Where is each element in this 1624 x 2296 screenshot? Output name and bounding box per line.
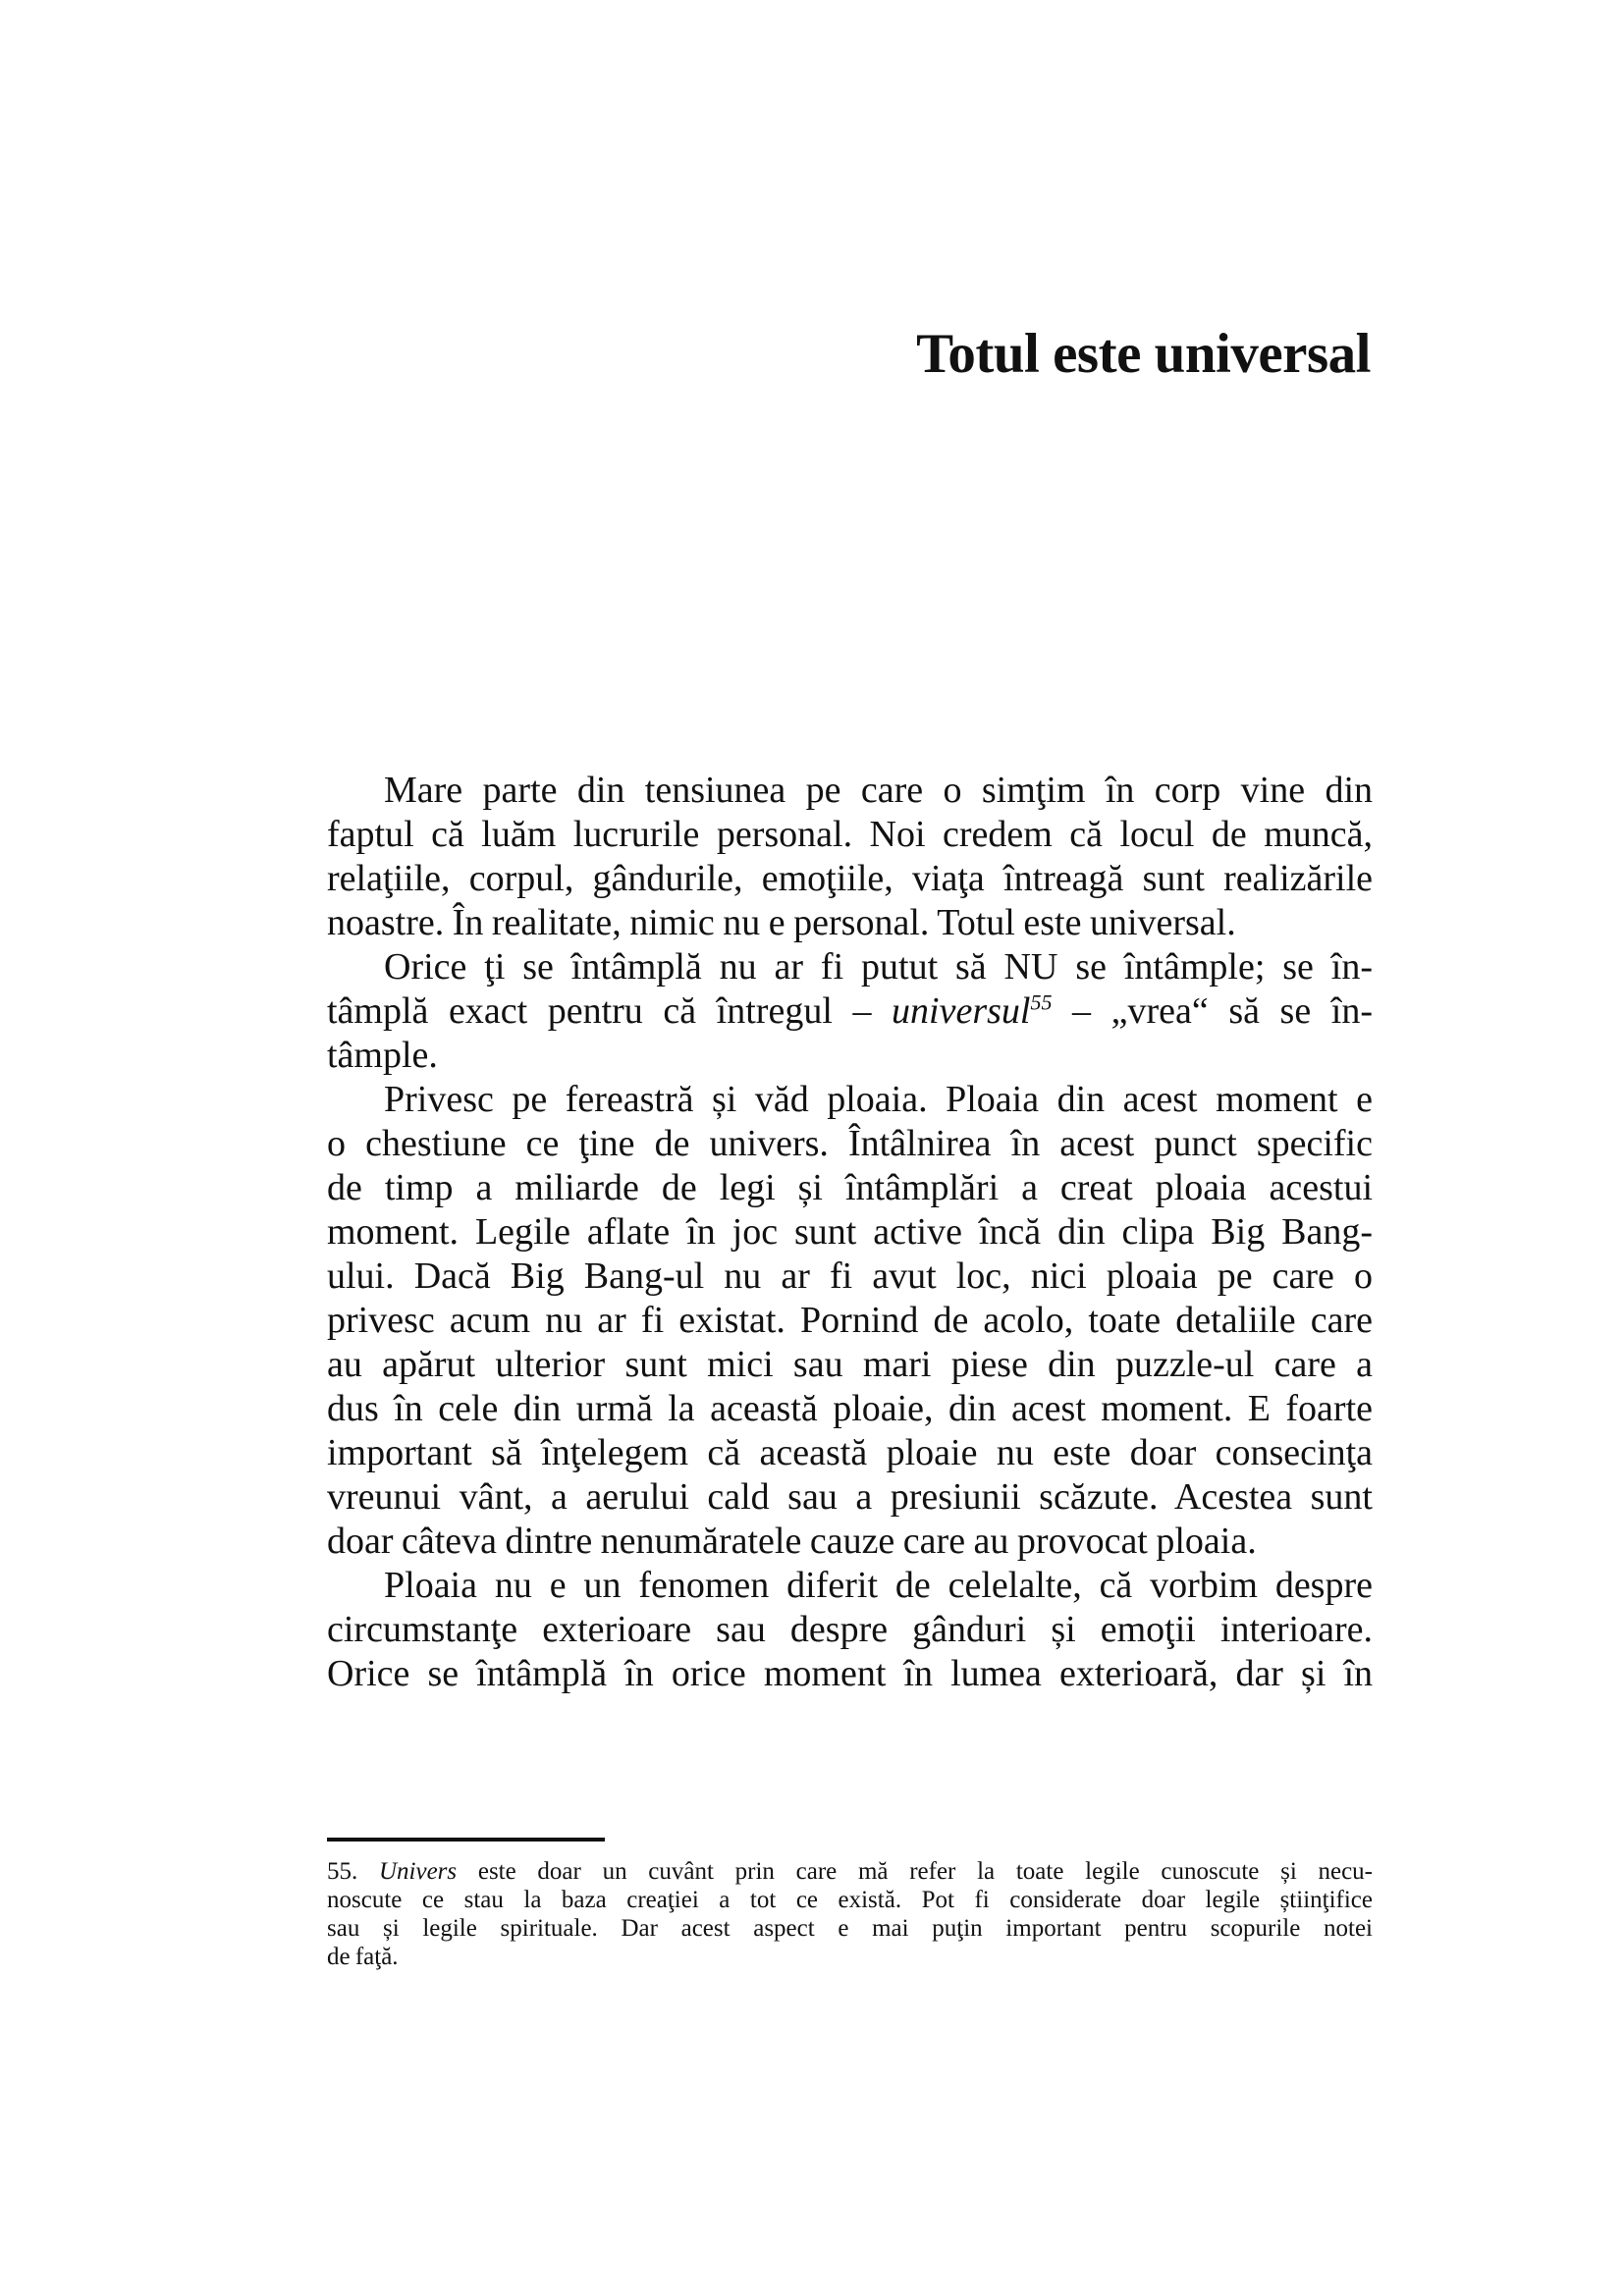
footnote-line: noscute ce stau la baza creaţiei a tot ce există. Pot fi considerate doar legile știinţifice xyxy=(327,1887,1373,1913)
text-line: au apărut ulterior sunt mici sau mari piese din puzzle-ul care a xyxy=(327,1344,1373,1385)
body-text xyxy=(327,769,1373,1696)
paragraph-2 xyxy=(327,945,1373,1078)
text-line: tâmple. xyxy=(327,1035,438,1076)
footnote-line: sau și legile spirituale. Dar acest aspect e mai puţin important pentru scopurile notei xyxy=(327,1915,1373,1942)
footnote-line xyxy=(327,1857,1373,1886)
text-line: Mare parte din tensiunea pe care o simţim în corp vine din xyxy=(384,770,1373,811)
chapter-title: Totul este universal xyxy=(916,323,1371,385)
text-line: privesc acum nu ar fi existat. Pornind de acolo, toate detaliile care xyxy=(327,1300,1373,1341)
text-line: faptul că luăm lucrurile personal. Noi credem că locul de muncă, xyxy=(327,814,1373,855)
text-segment: – „vrea“ să se în- xyxy=(1072,990,1373,1032)
text-line: dus în cele din urmă la această ploaie, din acest moment. E foarte xyxy=(327,1388,1373,1429)
text-line: circumstanţe exterioare sau despre gânduri și emoţii interioare. xyxy=(327,1609,1373,1650)
text-line: moment. Legile aflate în joc sunt active încă din clipa Big Bang- xyxy=(327,1211,1373,1253)
italic-term-universul: universul xyxy=(892,990,1031,1032)
text-line: o chestiune ce ţine de univers. Întâlnirea în acest punct specific xyxy=(327,1123,1373,1164)
text-line: Ploaia nu e un fenomen diferit de celelalte, că vorbim despre xyxy=(384,1565,1373,1606)
text-line: ului. Dacă Big Bang-ul nu ar fi avut loc, nici ploaia pe care o xyxy=(327,1255,1373,1297)
text-line-with-footnote xyxy=(327,989,1373,1034)
paragraph-1 xyxy=(327,769,1373,945)
footnote-separator xyxy=(327,1838,605,1842)
text-line: doar câteva dintre nenumăratele cauze care au provocat ploaia. xyxy=(327,1521,1257,1562)
footnote-line: de faţă. xyxy=(327,1944,399,1970)
footnote-term: Univers xyxy=(378,1858,458,1885)
text-line: relaţiile, corpul, gândurile, emoţiile, viaţa întreagă sunt realizările xyxy=(327,858,1373,899)
text-line: important să înţelegem că această ploaie nu este doar consecinţa xyxy=(327,1432,1373,1473)
text-line: Orice ţi se întâmplă nu ar fi putut să NU se întâmple; se în- xyxy=(384,946,1373,988)
paragraph-3 xyxy=(327,1078,1373,1564)
footnote-reference[interactable]: 55 xyxy=(1030,989,1053,1015)
text-line: vreunui vânt, a aerului cald sau a presiunii scăzute. Acestea sunt xyxy=(327,1476,1373,1518)
text-line: de timp a miliarde de legi și întâmplări a creat ploaia acestui xyxy=(327,1167,1373,1208)
footnote-55 xyxy=(327,1857,1373,1971)
text-line: Orice se întâmplă în orice moment în lumea exterioară, dar și în xyxy=(327,1653,1373,1694)
text-segment: tâmplă exact pentru că întregul – xyxy=(327,990,872,1032)
text-segment: este doar un cuvânt prin care mă refer la toate legile cunoscute și necu- xyxy=(477,1858,1373,1885)
paragraph-4 xyxy=(327,1564,1373,1696)
text-line: noastre. În realitate, nimic nu e personal. Totul este universal. xyxy=(327,902,1236,943)
text-line: Privesc pe fereastră și văd ploaia. Ploaia din acest moment e xyxy=(384,1079,1373,1120)
footnote-number: 55. xyxy=(327,1858,358,1885)
